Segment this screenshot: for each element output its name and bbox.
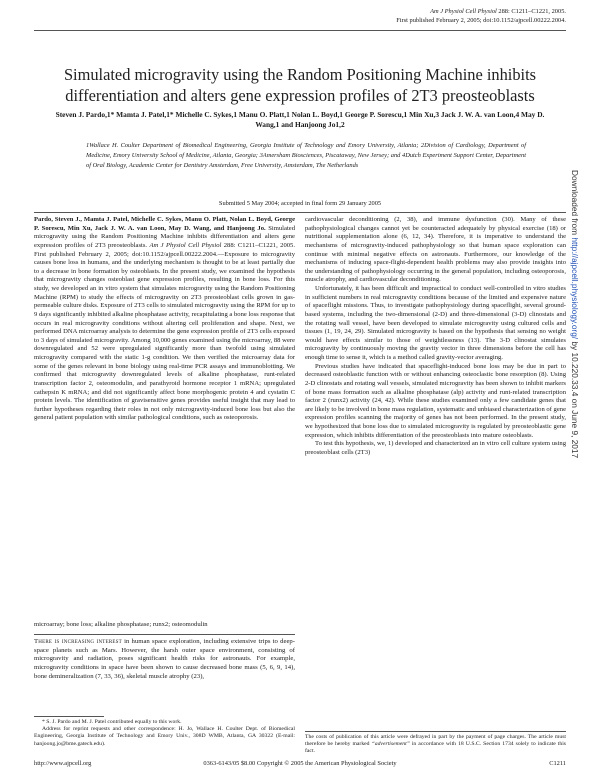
journal-name: Am J Physiol Cell Physiol <box>430 8 497 15</box>
header-rule <box>34 30 566 31</box>
footnote-rule-right <box>305 731 566 732</box>
keywords-rule <box>34 634 295 635</box>
footnotes-left <box>34 719 295 748</box>
footer-url[interactable]: http://www.ajpcell.org <box>34 760 92 767</box>
introduction <box>34 638 295 681</box>
article-title: Simulated microgravity using the Random Positioning Machine inhibits differentiation and alters gene expression profiles of 2T3 preosteoblasts <box>63 65 537 105</box>
footnote-costs <box>305 734 566 756</box>
intro-lead: There is increasing interest <box>34 638 122 645</box>
footer-page-number: C1211 <box>549 760 566 767</box>
download-watermark <box>570 170 580 630</box>
abstract-journal: Am J Physiol Cell Physiol <box>149 241 222 249</box>
abstract-citation: 288: C1211–C1221, 2005. First published February 2, 2005; doi:10.1152/ajpcell.00222.2004. <box>34 241 295 258</box>
footnote-rule-left <box>34 716 104 717</box>
download-prefix: Downloaded from <box>570 170 580 238</box>
right-column <box>305 216 566 458</box>
right-paragraph-4: To test this hypothesis, we, 1) developed and characterized an in vitro cell culture system using preosteoblast cells (2T3) <box>305 440 566 456</box>
footnote-costs-a: The costs of publication of this article were defrayed in part by the payment of page charges. The article must therefore be hereby marked <box>305 734 566 748</box>
abstract-authors: Pardo, Steven J., Mamta J. Patel, Michelle C. Sykes, Manu O. Platt, Nolan L. Boyd, George P. Sorescu, Min Xu, Jack J. W. A. van Loon, May D. Wang, and Hanjoong Jo. <box>34 216 295 232</box>
affiliations: 1Wallace H. Coulter Department of Biomedical Engineering, Georgia Institute of Technology and Emory University, Atlanta; 2Division of Cardiology, Department of Medicine, Emory University School of Medicine, Atlanta, Georgia; 3Amersham Biosciences, Piscataway, New Jersey; and 4Dutch Experiment Support Center, Department of Oral Biology, Academic Center for Dentistry Amsterdam, Free University, Amsterdam, The Netherlands <box>86 142 526 169</box>
footnote-address: Address for reprint requests and other correspondence: H. Jo, Wallace H. Coulter Dept. of Biomedical Engineering, Georgia Institute of Technology and Emory Univ., 308D WMB, Atlanta, GA 30322 (E-mail: hanjoong.jo@bme.gatech.edu). <box>34 726 295 747</box>
footer-copyright: 0363-6143/05 $8.00 Copyright © 2005 the American Physiological Society <box>203 760 397 767</box>
abstract-body: —Exposure to microgravity causes bone loss in humans, and the underlying mechanism is thought to be at least partially due to a decrease in bone formation by osteoblasts. In the present study, we examined the hypothesis that microgravity changes osteoblast gene expression profiles, resulting in bone loss. For this study, we developed an in vitro system that simulates microgravity using the Random Positioning Machine (RPM) to study the effects of microgravity on 2T3 preosteoblast cells grown in gas-permeable culture disks. Exposure of 2T3 cells to simulated microgravity using the RPM for up to 9 days significantly inhibited alkaline phosphatase activity, recapitulating a bone loss response that occurs in real microgravity conditions without altering cell proliferation and shape. Next, we performed DNA microarray analysis to determine the gene expression profile of 2T3 cells exposed to 3 days of simulated microgravity. Among 10,000 genes examined using the microarray, 88 were downregulated and 52 were upregulated significantly more than twofold using simulated microgravity compared with the static 1-g condition. We then verified the microarray data for some of the genes relevant in bone biology using real-time PCR assays and immunoblotting. We confirmed that microgravity downregulated levels of alkaline phosphatase, runt-related transcription factor 2, osteomodulin, and parathyroid hormone receptor 1 mRNA; upregulated cathepsin K mRNA; and did not significantly affect bone morphogenic protein 4 and cystatin C protein levels. The identification of gravisensitive genes provides useful insight that may lead to further hypotheses regarding their roles in not only microgravity-induced bone loss but also the general patient population with similar pathological conditions, such as osteoporosis. <box>34 250 295 422</box>
footnote-equal: * S. J. Pardo and M. J. Patel contributed equally to this work. <box>42 719 182 725</box>
submission-dates: Submitted 5 May 2004; accepted in final form 29 January 2005 <box>218 200 382 207</box>
journal-header <box>226 8 566 25</box>
footnote-costs-b: in accordance with 18 U.S.C. Section 1734 solely to indicate this fact. <box>305 741 567 755</box>
author-list: Steven J. Pardo,1* Mamta J. Patel,1* Michelle C. Sykes,1 Manu O. Platt,1 Nolan L. Boyd,1 George P. Sorescu,1 Min Xu,3 Jack J. W. A. van Loon,4 May D. Wang,1 and Hanjoong Jo1,2 <box>55 110 545 129</box>
intro-text: in human space exploration, including extensive trips to deep-space planets such as Mars. However, the harsh outer space environment, consisting of microgravity and radiation, poses significant health risks for astronauts. For example, microgravity conditions in space have been shown to cause decreased bone mass (5, 6, 9, 14), bone demineralization (7, 33, 36), skeletal muscle atrophy (23), <box>34 638 295 680</box>
download-link[interactable]: http://ajpcell.physiology.org/ <box>570 237 580 340</box>
download-suffix: by 10.220.33.4 on June 9, 2017 <box>570 339 580 459</box>
journal-citation: 288: C1211–C1221, 2005. <box>496 8 566 15</box>
journal-doi-line: First published February 2, 2005; doi:10.1152/ajpcell.00222.2004. <box>396 16 566 24</box>
abstract-title: Simulated microgravity using the Random Positioning Machine inhibits differentiation and alters gene expression profiles of 2T3 preosteoblasts. <box>34 224 295 249</box>
right-paragraph-3: Previous studies have indicated that spaceflight-induced bone loss may be due in part to decreased osteoblastic function with or without enhancing osteoclastic bone resorption (8). Using 2-D clinostats and rotating wall vessels, simulated microgravity has been shown to inhibit markers of bone mass formation such as alkaline phosphatase (alp) activity and runt-related transcription factor 2 (runx2) activity (24, 42). While these studies examined only a few candidate genes that are likely to be involved in bone mass regulation, systematic and unbiased characterization of gene expression profiles scanning the majority of genes has not been performed. In the present study, we hypothesized that bone loss due to simulated microgravity is regulated by preosteoblastic gene expression, which inhibits differentiation of the preosteoblasts into mature osteoblasts. <box>305 362 566 439</box>
footnote-costs-advert: “advertisement” <box>371 741 410 748</box>
keywords: microarray; bone loss; alkaline phosphatase; runx2; osteomodulin <box>34 621 208 628</box>
abstract <box>34 216 295 423</box>
right-paragraph-2: Unfortunately, it has been difficult and impractical to conduct well-controlled in vitro studies in sufficient numbers in real microgravity conditions because of the limited and expensive nature of spaceflight missions. Thus, to investigate pathophysiology during spaceflight, several ground-based systems, including the two-dimensional (2-D) and three-dimensional (3-D) clinostats and the rotating wall vessel, have been developed to simulate microgravity using cultured cells and tissues (1, 19, 24, 29). Simulated microgravity is based on the hypothesis that sensing no weight would have effects similar to those of weightlessness (13). The 3-D clinostat simulates microgravity by continuously moving the gravity vector in three dimensions before the cell has enough time to sense it, which is a method called gravity-vector averaging. <box>305 285 566 361</box>
title-rule <box>34 212 566 213</box>
right-paragraph-1: cardiovascular deconditioning (2, 38), and immune dysfunction (30). Many of these pathophysiological changes cannot yet be counteracted adequately by physical exercise (18) or nutritional supplementation alone (6, 12, 34). Therefore, it is imperative to understand the mechanisms of microgravity-induced pathophysiology so that human space exploration can continue with minimal negative effects on astronauts. Furthermore, our knowledge of the mechanisms of inducing space-flight-dependent health problems may also provide insights into the understanding of pathophysiology occurring in the general population, including osteoporosis, muscle atrophy, and cardiovascular deconditioning. <box>305 216 566 284</box>
